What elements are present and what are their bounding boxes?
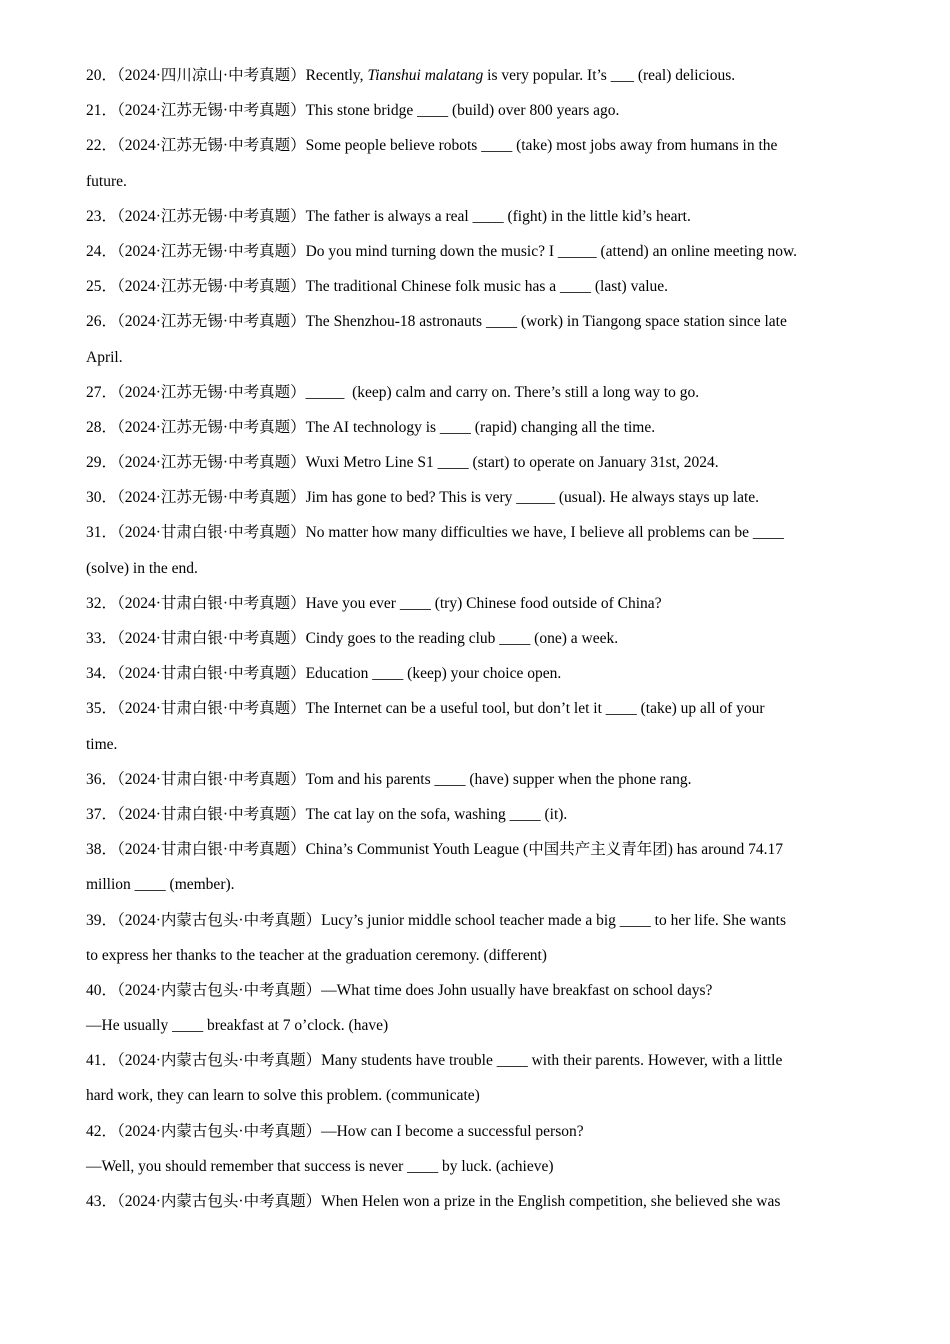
question-source: （2024·甘肃白银·中考真题）: [117, 770, 306, 788]
question-source: （2024·内蒙古包头·中考真题）: [117, 1193, 322, 1210]
question-source: （2024·甘肃白银·中考真题）: [117, 524, 306, 542]
question-38-continued: [86, 867, 866, 902]
question-text: The AI technology is ____ (rapid) changing all the time.: [305, 418, 656, 436]
question-34: [86, 656, 866, 691]
question-source: （2024·内蒙古包头·中考真题）: [117, 911, 322, 929]
question-text: The Shenzhou-18 astronauts ____ (work) in Tiangong space station since late: [305, 313, 787, 331]
question-number: 32．: [86, 594, 118, 612]
question-number: 33．: [86, 630, 118, 647]
question-number: 21．: [86, 102, 118, 120]
question-39: [86, 903, 866, 938]
question-number: 26．: [86, 313, 118, 331]
question-35: [86, 691, 866, 726]
question-text: When Helen won a prize in the English competition, she believed she was: [321, 1193, 781, 1210]
question-text: Tom and his parents ____ (have) supper when the phone rang.: [305, 770, 692, 788]
question-21: [86, 93, 866, 128]
question-26-continued: [86, 340, 866, 375]
question-text: Cindy goes to the reading club ____ (one) a week.: [305, 630, 619, 647]
question-number: 29．: [86, 454, 118, 472]
question-text: —How can I become a successful person?: [321, 1122, 584, 1140]
question-text: (solve) in the end.: [86, 559, 198, 577]
question-24: [86, 234, 866, 269]
question-26: [86, 304, 866, 339]
question-number: 34．: [86, 665, 118, 683]
question-text: China’s Communist Youth League (中国共产主义青年团) has around 74.17: [305, 841, 784, 859]
question-text: hard work, they can learn to solve this problem. (communicate): [86, 1087, 480, 1105]
question-number: 38．: [86, 841, 118, 859]
question-text: time.: [86, 735, 118, 753]
question-source: （2024·江苏无锡·中考真题）: [117, 137, 306, 155]
question-number: 27．: [86, 383, 118, 401]
question-text: _____ (keep) calm and carry on. There’s still a long way to go.: [305, 383, 700, 401]
question-source: （2024·江苏无锡·中考真题）: [117, 383, 306, 401]
question-text-italic: Tianshui malatang: [367, 67, 484, 84]
question-30: [86, 480, 866, 515]
question-source: （2024·江苏无锡·中考真题）: [117, 207, 306, 225]
question-source: （2024·甘肃白银·中考真题）: [117, 594, 306, 612]
question-text: No matter how many difficulties we have, I believe all problems can be ____: [305, 524, 784, 542]
question-number: 36．: [86, 770, 118, 788]
question-22-continued: [86, 164, 866, 199]
question-37: [86, 797, 866, 832]
question-text: —What time does John usually have breakfast on school days?: [321, 981, 713, 999]
question-text: April.: [86, 348, 123, 366]
question-31-continued: [86, 551, 866, 586]
question-43: [86, 1184, 866, 1219]
question-source: （2024·江苏无锡·中考真题）: [117, 418, 306, 436]
question-number: 25．: [86, 278, 118, 296]
question-source: （2024·内蒙古包头·中考真题）: [117, 1122, 322, 1140]
question-number: 37．: [86, 805, 118, 823]
question-32: [86, 586, 866, 621]
question-number: 23．: [86, 207, 118, 225]
question-text: The cat lay on the sofa, washing ____ (it).: [305, 805, 568, 823]
question-number: 30．: [86, 489, 118, 507]
question-22: [86, 128, 866, 163]
question-text: Jim has gone to bed? This is very _____ (usual). He always stays up late.: [305, 489, 760, 507]
question-source: （2024·四川凉山·中考真题）: [117, 67, 306, 84]
question-28: [86, 410, 866, 445]
question-text: million ____ (member).: [86, 876, 235, 894]
question-source: （2024·江苏无锡·中考真题）: [117, 454, 306, 472]
question-40: [86, 973, 866, 1008]
question-source: （2024·甘肃白银·中考真题）: [117, 700, 306, 718]
question-text: The father is always a real ____ (fight) in the little kid’s heart.: [305, 207, 691, 225]
question-number: 20．: [86, 67, 118, 84]
document-page: [86, 58, 866, 1219]
question-text: Do you mind turning down the music? I _____ (attend) an online meeting now.: [305, 242, 798, 260]
question-number: 43．: [86, 1193, 118, 1210]
question-source: （2024·内蒙古包头·中考真题）: [117, 981, 322, 999]
question-text: to express her thanks to the teacher at the graduation ceremony. (different): [86, 946, 547, 964]
question-number: 39．: [86, 911, 118, 929]
question-42-continued: [86, 1149, 866, 1184]
question-number: 41．: [86, 1052, 118, 1070]
question-36: [86, 762, 866, 797]
question-source: （2024·甘肃白银·中考真题）: [117, 630, 306, 647]
question-42: [86, 1114, 866, 1149]
question-text: future.: [86, 172, 127, 190]
question-41: [86, 1043, 866, 1078]
question-source: （2024·江苏无锡·中考真题）: [117, 313, 306, 331]
question-number: 22．: [86, 137, 118, 155]
question-33: [86, 621, 866, 656]
question-20: [86, 58, 866, 93]
question-35-continued: [86, 727, 866, 762]
question-41-continued: [86, 1078, 866, 1113]
question-29: [86, 445, 866, 480]
question-text: —He usually ____ breakfast at 7 o’clock. (have): [86, 1017, 389, 1035]
question-source: （2024·江苏无锡·中考真题）: [117, 278, 306, 296]
question-source: （2024·江苏无锡·中考真题）: [117, 489, 306, 507]
question-38: [86, 832, 866, 867]
question-number: 24．: [86, 242, 118, 260]
question-source: （2024·甘肃白银·中考真题）: [117, 841, 306, 859]
question-number: 42．: [86, 1122, 118, 1140]
question-source: （2024·内蒙古包头·中考真题）: [117, 1052, 322, 1070]
question-source: （2024·江苏无锡·中考真题）: [117, 242, 306, 260]
question-23: [86, 199, 866, 234]
question-text: Education ____ (keep) your choice open.: [305, 665, 562, 683]
question-40-continued: [86, 1008, 866, 1043]
question-text: Lucy’s junior middle school teacher made a big ____ to her life. She wants: [321, 911, 786, 929]
question-number: 40．: [86, 981, 118, 999]
question-39-continued: [86, 938, 866, 973]
question-text: Have you ever ____ (try) Chinese food outside of China?: [305, 594, 662, 612]
question-text: This stone bridge ____ (build) over 800 years ago.: [305, 102, 620, 120]
question-source: （2024·甘肃白银·中考真题）: [117, 805, 306, 823]
question-31: [86, 515, 866, 550]
question-text: The traditional Chinese folk music has a ____ (last) value.: [305, 278, 669, 296]
question-27: [86, 375, 866, 410]
question-text: is very popular. It’s ___ (real) delicious.: [483, 67, 736, 84]
question-text: Recently,: [305, 67, 368, 84]
question-text: —Well, you should remember that success is never ____ by luck. (achieve): [86, 1157, 554, 1175]
question-number: 31．: [86, 524, 118, 542]
question-number: 35．: [86, 700, 118, 718]
question-source: （2024·江苏无锡·中考真题）: [117, 102, 306, 120]
question-number: 28．: [86, 418, 118, 436]
question-source: （2024·甘肃白银·中考真题）: [117, 665, 306, 683]
question-25: [86, 269, 866, 304]
question-text: Wuxi Metro Line S1 ____ (start) to operate on January 31st, 2024.: [305, 454, 719, 472]
question-text: The Internet can be a useful tool, but don’t let it ____ (take) up all of your: [305, 700, 765, 718]
question-text: Many students have trouble ____ with their parents. However, with a little: [321, 1052, 783, 1070]
question-text: Some people believe robots ____ (take) most jobs away from humans in the: [305, 137, 778, 155]
